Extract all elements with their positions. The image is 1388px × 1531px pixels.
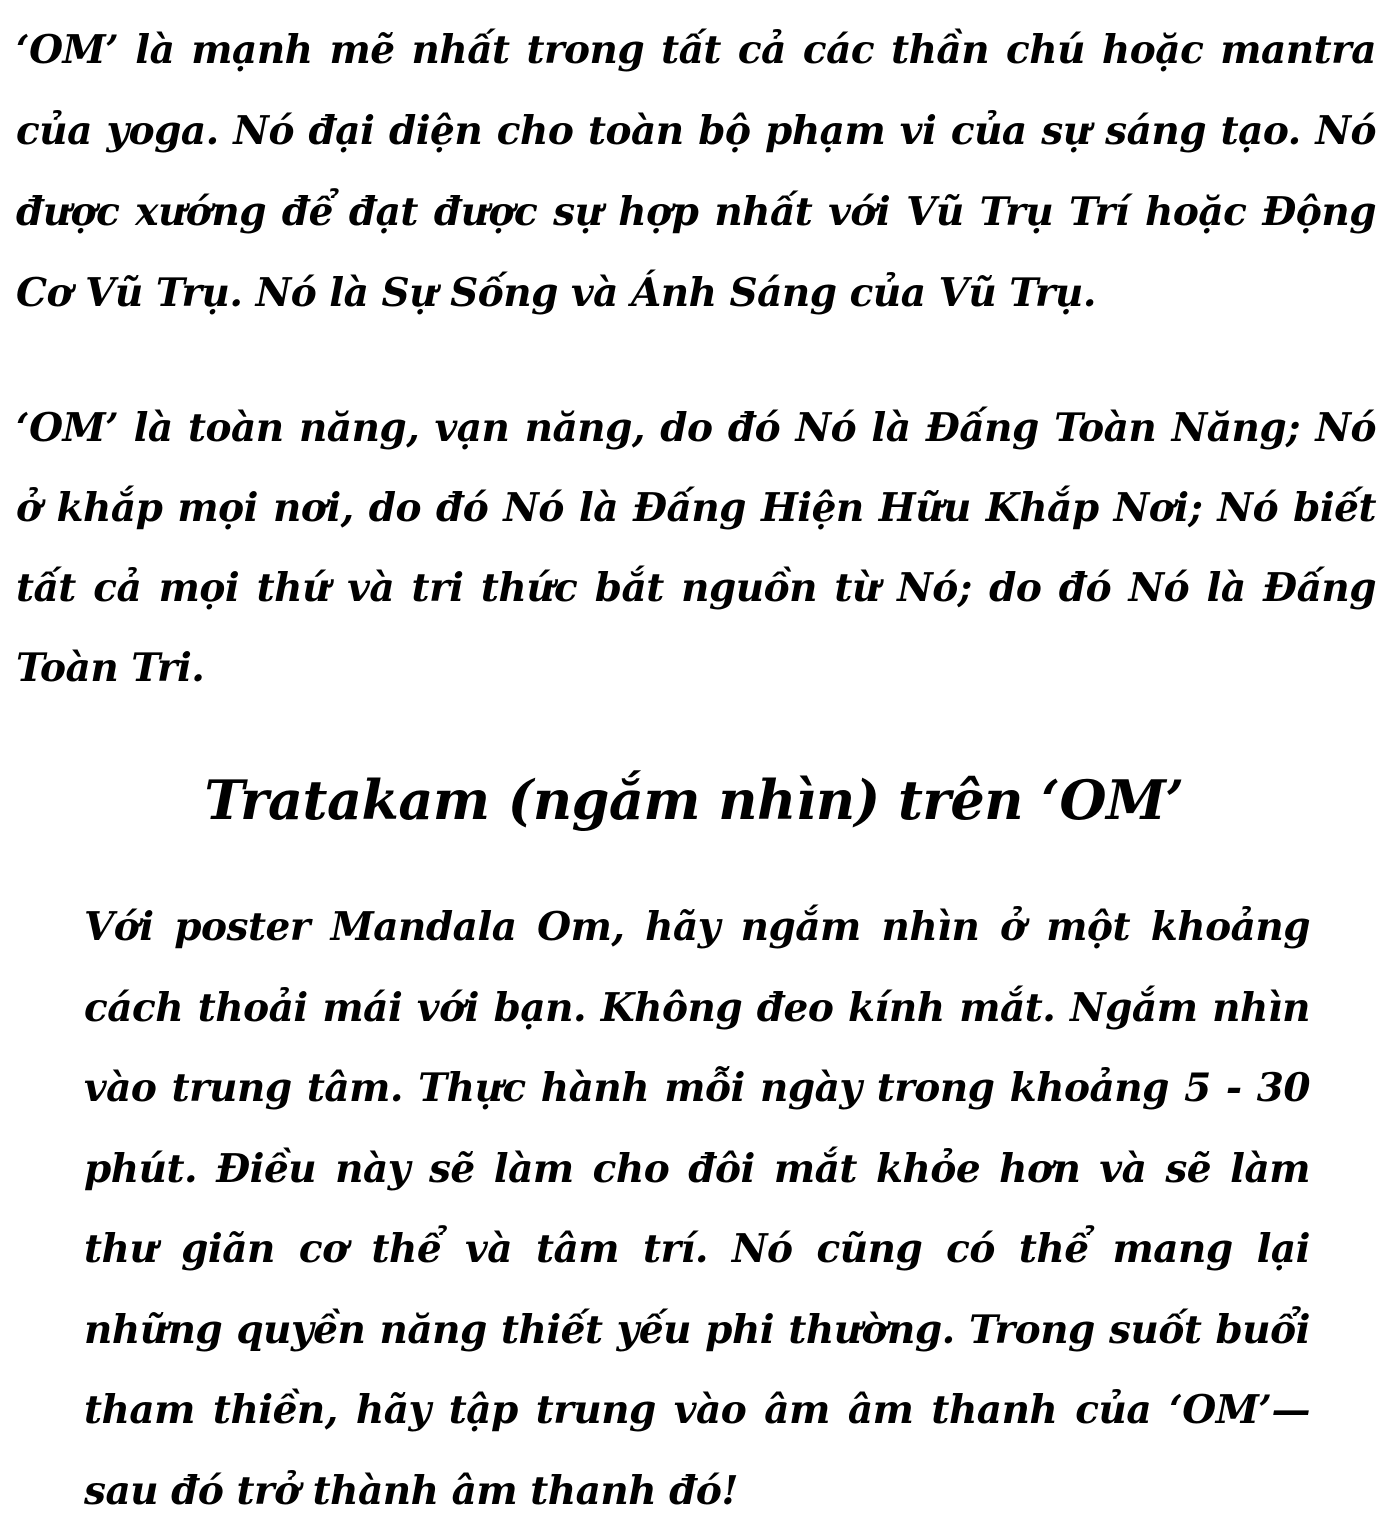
- intro-paragraph: ‘OM’ là mạnh mẽ nhất trong tất cả các thần chú hoặc mantra của yoga. Nó đại diện cho toàn bộ phạm vi của sự sáng tạo. Nó được xướng để đạt được sự hợp nhất với Vũ Trụ Trí hoặc Động Cơ Vũ Trụ. Nó là Sự Sống và Ánh Sáng của Vũ Trụ.: [16, 27, 1376, 316]
- omnipotence-paragraph: ‘OM’ là toàn năng, vạn năng, do đó Nó là Đấng Toàn Năng; Nó ở khắp mọi nơi, do đó Nó là Đấng Hiện Hữu Khắp Nơi; Nó biết tất cả mọi thứ và tri thức bắt nguồn từ Nó; do đó Nó là Đấng Toàn Tri.: [16, 405, 1376, 691]
- tratakam-paragraph: Với poster Mandala Om, hãy ngắm nhìn ở một khoảng cách thoải mái với bạn. Không đeo kính mắt. Ngắm nhìn vào trung tâm. Thực hành mỗi ngày trong khoảng 5 - 30 phút. Điều này sẽ làm cho đôi mắt khỏe hơn và sẽ làm thư giãn cơ thể và tâm trí. Nó cũng có thể mang lại những quyền năng thiết yếu phi thường. Trong suốt buổi tham thiền, hãy tập trung vào âm âm thanh của ‘OM’—sau đó trở thành âm thanh đó!: [84, 904, 1310, 1514]
- section-heading: Tratakam (ngắm nhìn) trên ‘OM’: [204, 768, 1184, 832]
